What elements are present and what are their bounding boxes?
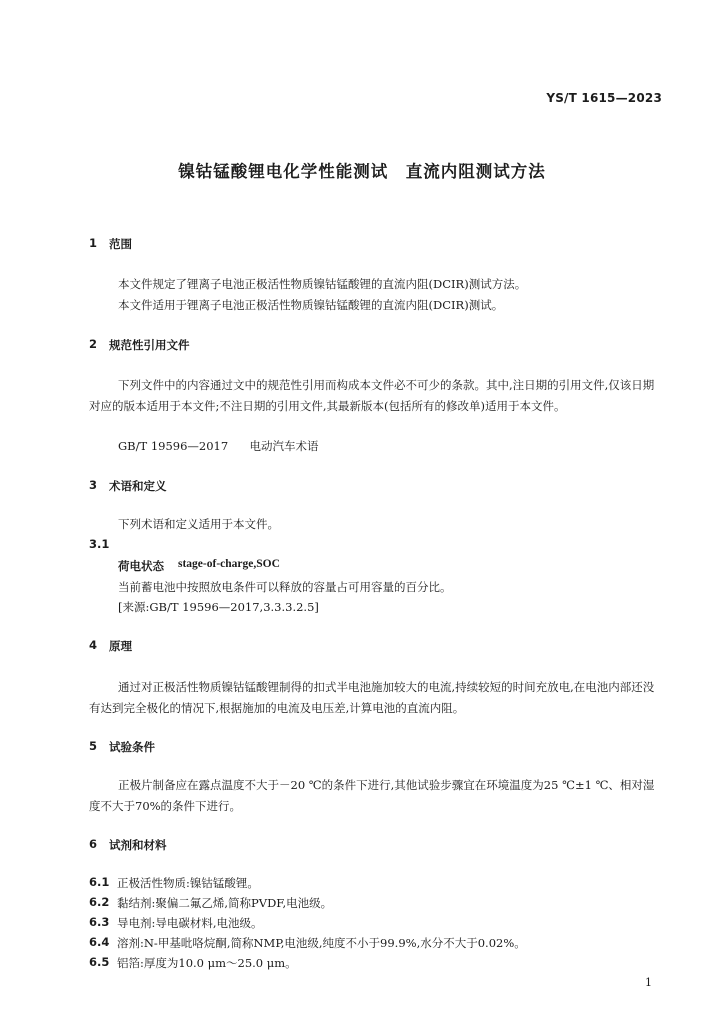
item-text: 溶剂:N-甲基吡咯烷酮,简称NMP,电池级,纯度不小于99.9%,水分不大于0.02%。: [117, 936, 526, 950]
document-title: 镍钴锰酸锂电化学性能测试 直流内阻测试方法: [178, 162, 546, 181]
list-item: [89, 955, 297, 971]
list-item: [89, 915, 263, 931]
list-item: [89, 875, 259, 891]
paragraph: 通过对正极活性物质镍钴锰酸锂制得的扣式半电池施加较大的电流,持续较短的时间充放电,在电池内部还没有达到完全极化的情况下,根据施加的电流及电压差,计算电池的直流内阻。: [89, 680, 655, 715]
section-number: 1: [89, 236, 98, 250]
list-item: [89, 935, 526, 951]
reference-title: 电动汽车术语: [249, 439, 319, 453]
section-number: 2: [89, 337, 98, 351]
list-item: [89, 895, 332, 911]
item-text: 正极活性物质:镍钴锰酸锂。: [117, 876, 259, 890]
item-number: 6.4: [89, 935, 110, 949]
reference-code: GB/T 19596—2017: [118, 439, 229, 453]
section-3-heading: [89, 478, 167, 494]
section-title: 范围: [109, 237, 133, 251]
section-number: 5: [89, 739, 98, 753]
term-chinese: 荷电状态: [118, 559, 164, 573]
section-number: 4: [89, 638, 98, 652]
paragraph: 本文件规定了锂离子电池正极活性物质镍钴锰酸锂的直流内阻(DCIR)测试方法。: [118, 277, 527, 291]
term-definition: 当前蓄电池中按照放电条件可以释放的容量占可用容量的百分比。: [118, 580, 452, 594]
term-english: stage-of-charge,SOC: [178, 558, 280, 570]
item-number: 6.2: [89, 895, 110, 909]
term-source: [来源:GB/T 19596—2017,3.3.3.2.5]: [118, 600, 319, 614]
item-number: 6.1: [89, 875, 110, 889]
normative-reference: [118, 438, 319, 454]
section-5-heading: [89, 739, 155, 755]
section-number: 6: [89, 837, 98, 851]
section-title: 试验条件: [109, 740, 156, 754]
item-text: 导电剂:导电碳材料,电池级。: [117, 916, 263, 930]
section-title: 术语和定义: [109, 479, 167, 493]
section-title: 原理: [109, 639, 133, 653]
paragraph: 下列文件中的内容通过文中的规范性引用而构成本文件必不可少的条款。其中,注日期的引用文件,仅该日期对应的版本适用于本文件;不注日期的引用文件,其最新版本(包括所有的修改单)适用于本文件。: [89, 378, 655, 413]
subsection-number: 3.1: [89, 537, 110, 551]
page-number: 1: [645, 976, 652, 989]
item-number: 6.5: [89, 955, 110, 969]
item-number: 6.3: [89, 915, 110, 929]
term-entry: [118, 558, 280, 574]
standard-code: YS/T 1615—2023: [546, 91, 662, 105]
section-title: 试剂和材料: [109, 838, 167, 852]
paragraph: 本文件适用于锂离子电池正极活性物质镍钴锰酸锂的直流内阻(DCIR)测试。: [118, 298, 504, 312]
item-text: 黏结剂:聚偏二氟乙烯,简称PVDF,电池级。: [117, 896, 333, 910]
item-text: 铝箔:厚度为10.0 μm～25.0 μm。: [117, 956, 297, 970]
section-title: 规范性引用文件: [109, 338, 190, 352]
section-2-heading: [89, 337, 190, 353]
section-6-heading: [89, 837, 167, 853]
paragraph: 正极片制备应在露点温度不大于－20 ℃的条件下进行,其他试验步骤宜在环境温度为25 ℃±1 ℃、相对湿度不大于70%的条件下进行。: [89, 778, 655, 813]
paragraph: 下列术语和定义适用于本文件。: [118, 517, 279, 531]
section-1-heading: [89, 236, 132, 252]
section-4-heading: [89, 638, 132, 654]
section-number: 3: [89, 478, 98, 492]
